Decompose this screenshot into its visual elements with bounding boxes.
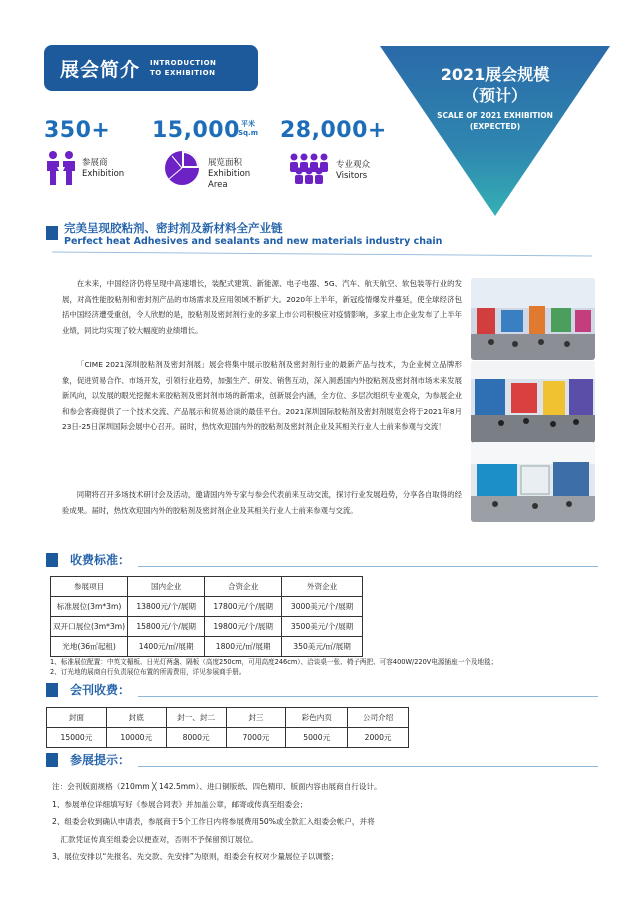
table-header-cell: 参展项目 [51,577,128,597]
title-en-line1: INTRODUCTION [150,59,217,67]
section-marker [46,553,58,567]
tips-title: 参展提示： [70,753,131,767]
fees-divider [138,566,598,567]
stat-visitors-label-en: Visitors [336,171,368,181]
table-row [51,637,363,657]
stat-area-value: 15,000 [152,118,240,143]
table-header-cell: 合资企业 [205,577,282,597]
journal-title: 会刊收费： [70,683,131,697]
stat-area-unit-cn: 平米 [241,120,255,128]
section-marker [46,226,58,240]
table-row [51,597,363,617]
section-title-badge [44,45,258,91]
exhibition-hall-photo-1 [471,278,595,360]
stat-visitors-label [336,160,370,182]
tips-section-header [46,751,130,768]
table-header-row [47,708,409,728]
stat-exhibitors-value: 350+ [44,118,111,143]
table-cell: 8000元 [166,728,226,748]
table-cell: 350美元/㎡/展期 [282,637,363,657]
tips-line: 2、组委会收到确认申请表，参展商于5个工作日内将参展费用50%或全款汇入组委会帐户，并将 [52,817,375,826]
table-cell: 双开口展位(3m*3m) [51,617,128,637]
section1-title-cn: 完美呈现胶粘剂、密封剂及新材料全产业链 [64,221,283,235]
fees-note: 1、标准展位配置：中英文楣板、日光灯两盏、隔板（高度250cm，可用高度246cm）、洽谈桌一张、椅子两把、可容400W/220V电源插座一个及地毯； [50,658,498,666]
table-row [47,728,409,748]
table-cell: 光地(36㎡起租) [51,637,128,657]
table-cell: 17800元/个/展期 [205,597,282,617]
scale-en-line1: SCALE OF 2021 EXHIBITION [437,111,553,120]
table-cell: 19800元/个/展期 [205,617,282,637]
tips-line: 1、参展单位详细填写好《参展合同表》并加盖公章，邮寄或传真至组委会； [52,799,308,809]
table-cell: 15800元/个/展期 [128,617,205,637]
journal-table [46,707,409,748]
table-cell: 5000元 [286,728,348,748]
tips-line: 3、展位安排以“先报名、先交款、先安排”为原则，组委会有权对少量展位子以调整； [52,852,339,861]
table-header-cell: 封面 [47,708,107,728]
tips-divider [138,766,598,767]
table-cell: 标准展位(3m*3m) [51,597,128,617]
stat-area-unit-en: Sq.m [238,129,259,137]
stat-exhibitors-label [82,158,124,180]
section-title-en [150,58,216,78]
intro-paragraph-2: 「CIME 2021深圳胶粘剂及密封剂展」展会将集中展示胶粘剂及密封剂行业的最新产品与技术，为企业树立品牌形象，促进贸易合作、市场开发，引领行业趋势，加强生产、研发、销售互动，深入洞悉国内外胶粘剂及密封剂市场未来发展新风向，以发展的眼光挖掘未来胶粘剂及密封剂市场的新需求，创新展会内涵，全方位、多层次组织专业观众，为参展企业和参会客商提供了一个技术交流、产品展示和贸易洽谈的最佳平台。2021深圳国际胶粘剂及密封剂展览会将于2021年8月23日-25日深圳国际会展中心召开。届时，热忱欢迎国内外的胶粘剂及密封剂企业及其相关行业人士前来参观与交流！ [62,360,462,432]
table-header-row [51,577,363,597]
table-cell: 15000元 [47,728,107,748]
scale-title-line2: （预计） [462,86,527,105]
scale-title-line1: 2021展会规模 [440,65,550,84]
table-cell: 2000元 [348,728,409,748]
table-header-cell: 国内企业 [128,577,205,597]
table-cell: 13800元/个/展期 [128,597,205,617]
tips-line: 注：会刊版面规格（210mm ╳ 142.5mm）、进口铜版纸、四色精印、版面内容由展商自行设计。 [52,782,382,791]
fees-title: 收费标准： [70,553,131,567]
stat-visitors-label-cn: 专业观众 [336,160,371,170]
table-header-cell: 封一、封二 [166,708,226,728]
stat-exhibitors-label-cn: 参展商 [82,158,108,168]
table-cell: 3000美元/个/展期 [282,597,363,617]
table-cell: 7000元 [226,728,286,748]
table-cell: 3500美元/个/展期 [282,617,363,637]
table-cell: 1800元/㎡/展期 [205,637,282,657]
stat-exhibitors-label-en: Exhibition [82,169,125,179]
table-header-cell: 封底 [106,708,166,728]
section-marker [46,753,58,767]
table-header-cell: 外资企业 [282,577,363,597]
table-header-cell: 彩色内页 [286,708,348,728]
section-marker [46,683,58,697]
table-cell: 10000元 [106,728,166,748]
tips-list [52,778,612,866]
scale-en-line2: (EXPECTED) [469,122,521,131]
handshake-icon [44,150,78,186]
exhibition-hall-photo-2 [471,361,595,443]
stat-area-label-en1: Exhibition [208,169,251,179]
table-header-cell: 封三 [226,708,286,728]
title-en-line2: TO EXHIBITION [150,69,216,77]
fees-notes [50,657,610,677]
scale-subtitle-en [400,110,590,132]
stat-area-label-cn: 展览面积 [208,158,243,168]
intro-paragraph-3: 同期将召开多场技术研讨会及活动，邀请国内外专家与参会代表前来互动交流，探讨行业发展趋势，分享各自取得的经验成果。届时，热忱欢迎国内外的胶粘剂及密封剂企业及其相关行业人士前来参观与交流。 [62,490,462,515]
table-header-cell: 公司介绍 [348,708,409,728]
fees-section-header [46,551,130,568]
stat-area-label [208,158,250,191]
audience-icon [286,152,332,184]
pie-chart-icon [164,150,200,186]
scale-title [400,64,590,106]
section-title-cn: 展会简介 [60,58,141,81]
stat-visitors-value: 28,000+ [280,118,387,143]
fees-note: 2、订光地的展商自行负责展位布置的所需费用，详见参展商手册。 [50,668,246,676]
journal-divider [138,696,598,697]
intro-paragraph-1: 在未来，中国经济仍将呈现中高速增长，装配式建筑、新能源、电子电器、5G、汽车、航天航空、软包装等行业的发展，对高性能胶粘剂和密封剂产品的市场需求及应用领域不断扩大。2020年上半年，新冠疫情爆发并蔓延，使全球经济包括中国经济遭受重创，令人欣慰的是，胶粘剂及密封剂行业的多家上市公司积极应对疫情影响，多家上市企业发布了上半年业绩，同比均实现了较大幅度的业绩增长。 [62,279,462,335]
section1-title-en: Perfect heat Adhesives and sealants and new materials industry chain [64,236,443,247]
journal-section-header [46,681,130,698]
stat-area-label-en2: Area [208,180,228,190]
exhibition-hall-photo-3 [471,442,595,522]
table-row [51,617,363,637]
section1-divider [52,250,592,258]
tips-line: 汇款凭证传真至组委会以便查对，否则不予保留预订展位。 [60,834,258,844]
fees-table [50,576,363,657]
stat-area-unit [238,120,258,138]
table-cell: 1400元/㎡/展期 [128,637,205,657]
